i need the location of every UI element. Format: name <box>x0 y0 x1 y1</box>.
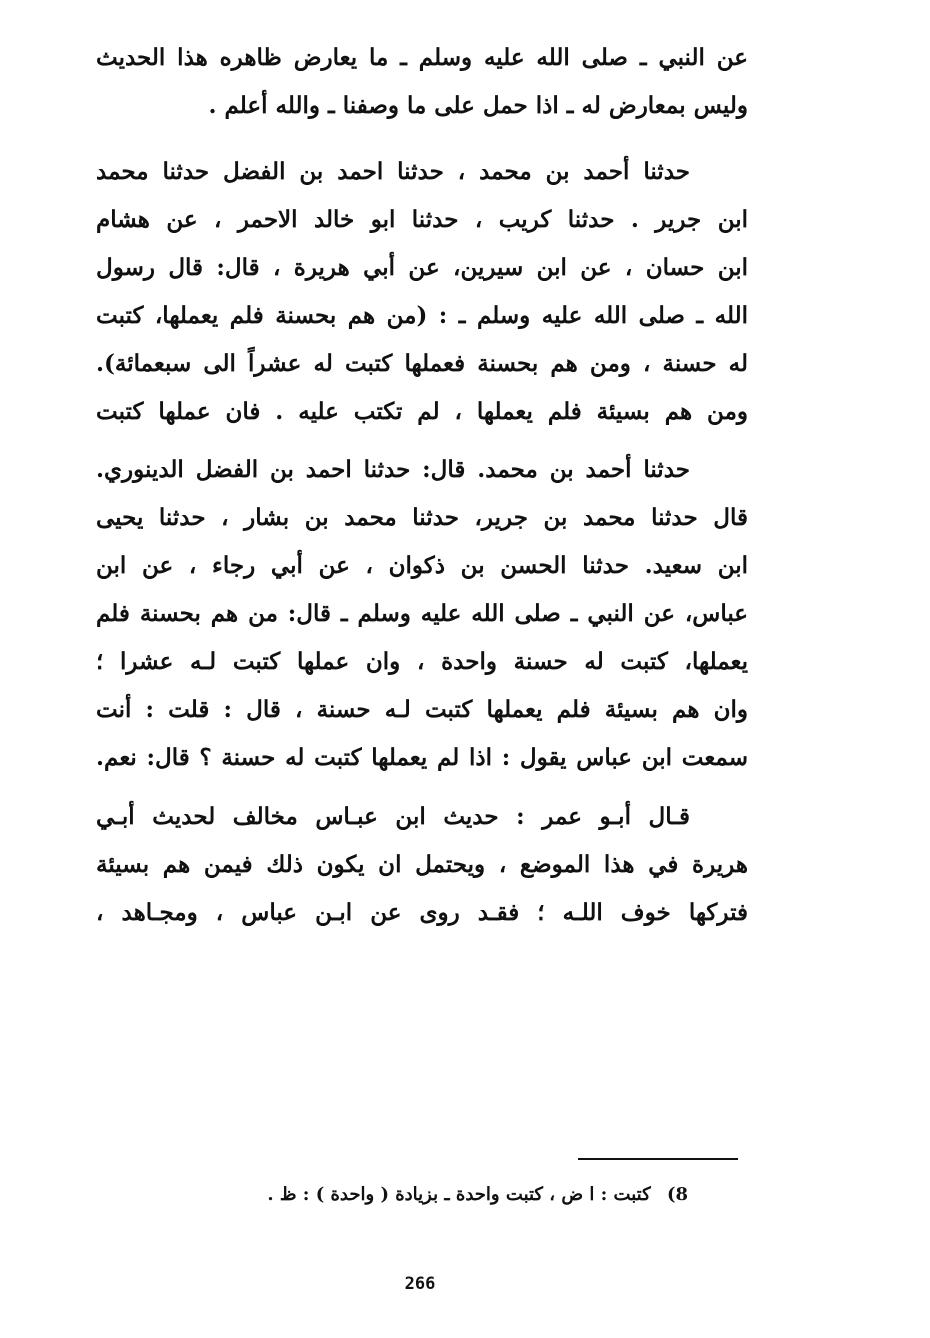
text-line: سمعت ابن عباس يقول : اذا لم يعملها كتبت له حسنة ؟ قال: نعم. <box>96 744 748 771</box>
text-line: عباس، عن النبي ـ صلى الله عليه وسلم ـ قال: من هم بحسنة فلم <box>96 600 748 627</box>
text-line: ابن جرير . حدثنا كريب ، حدثنا ابو خالد الاحمر ، عن هشام <box>96 206 748 233</box>
footnote-number: 8) <box>666 1184 688 1205</box>
text-line: وان هم بسيئة فلم يعملها كتبت لـه حسنة ، قال : قلت : أنت <box>96 696 748 723</box>
text-line: قال حدثنا محمد بن جرير، حدثنا محمد بن بشار ، حدثنا يحيى <box>96 504 748 531</box>
text-line: حدثنا أحمد بن محمد. قال: حدثنا احمد بن الفضل الدينوري. <box>96 456 690 483</box>
text-line: حدثنا أحمد بن محمد ، حدثنا احمد بن الفضل حدثنا محمد <box>96 158 690 185</box>
text-line: ابن حسان ، عن ابن سيرين، عن أبي هريرة ، قال: قال رسول <box>96 254 748 281</box>
text-line: ابن سعيد. حدثنا الحسن بن ذكوان ، عن أبي رجاء ، عن ابن <box>96 552 748 579</box>
text-line: ومن هم بسيئة فلم يعملها ، لم تكتب عليه . فان عملها كتبت <box>96 398 748 425</box>
text-line: قـال أبـو عمر : حديث ابن عبـاس مخالف لحديث أبـي <box>96 803 690 830</box>
page-number: 266 <box>404 1274 436 1294</box>
text-line: عن النبي ـ صلى الله عليه وسلم ـ ما يعارض ظاهره هذا الحديث <box>96 44 748 71</box>
paragraph-4 <box>96 793 748 937</box>
text-line: له حسنة ، ومن هم بحسنة فعملها كتبت له عشراً الى سبعمائة). <box>96 350 748 377</box>
text-line: وليس بمعارض له ـ اذا حمل على ما وصفنا ـ والله أعلم . <box>208 92 748 119</box>
footnote <box>160 1180 688 1210</box>
text-line: يعملها، كتبت له حسنة واحدة ، وان عملها كتبت لـه عشرا ؛ <box>96 648 748 675</box>
paragraph-3 <box>96 446 748 782</box>
footnote-divider <box>578 1158 738 1160</box>
text-line: هريرة في هذا الموضع ، ويحتمل ان يكون ذلك فيمن هم بسيئة <box>96 851 748 878</box>
text-line: الله ـ صلى الله عليه وسلم ـ : (من هم بحسنة فلم يعملها، كتبت <box>96 302 748 329</box>
text-line: فتركها خوف اللـه ؛ فقـد روى عن ابـن عباس ، ومجـاهد ، <box>96 899 748 926</box>
footnote-text: كتبت : ا ض ، كتبت واحدة ـ بزيادة ( واحدة ) : ظ . <box>267 1184 651 1205</box>
paragraph-2 <box>96 148 748 436</box>
paragraph-1 <box>96 34 748 130</box>
